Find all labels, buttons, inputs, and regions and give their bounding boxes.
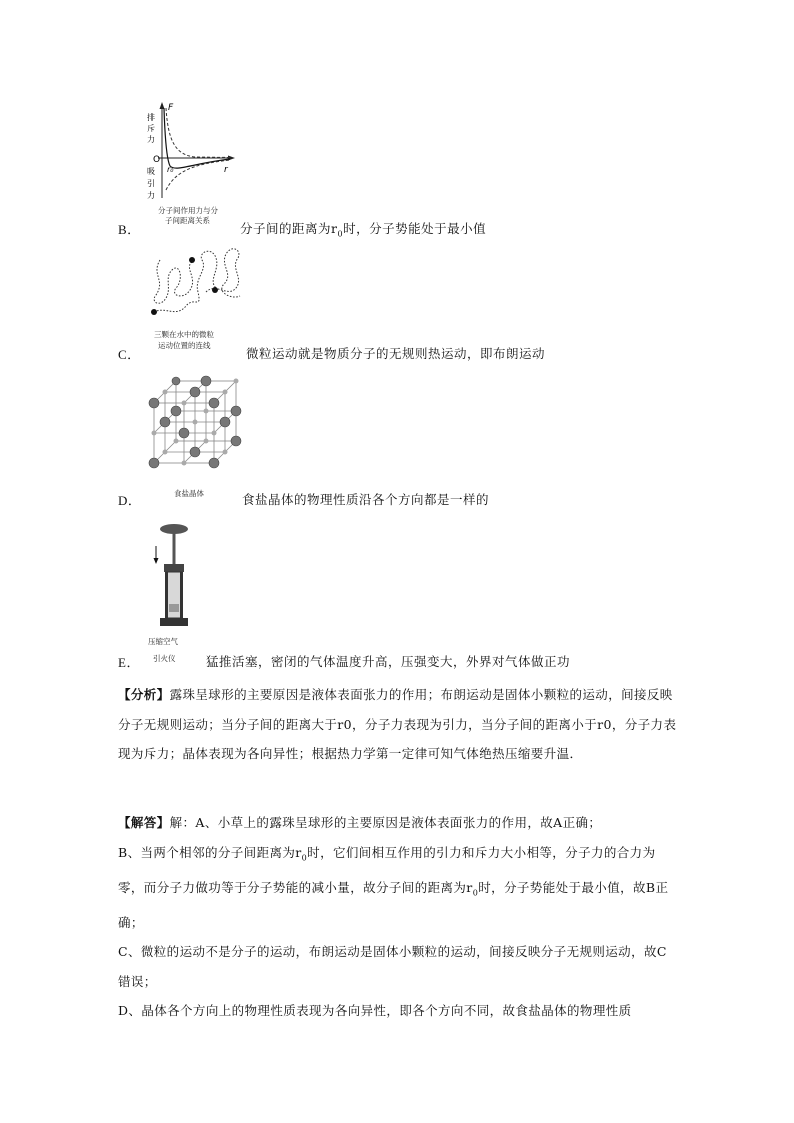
solution-a: 解：A、小草上的露珠呈球形的主要原因是液体表面张力的作用，故A正确； [169,815,602,830]
figure-e-caption-1: 压缩空气 [148,637,178,646]
air-compression-igniter-figure [146,522,196,632]
option-d-letter: D． [118,493,142,508]
graph-label-origin: O [153,155,161,165]
option-e-text: 猛推活塞，密闭的气体温度升高，压强变大，外界对气体做正功 [206,654,571,669]
brownian-motion-figure [146,240,251,328]
graph-label-f: F [168,103,174,113]
analysis-section [118,680,678,769]
solution-d: D、晶体各个方向上的物理性质表现为各向异性，即各个方向不同，故食盐晶体的物理性质 [118,1003,632,1018]
option-b-sub: 0 [337,229,344,239]
option-d [118,490,141,509]
option-b-text [240,219,486,239]
option-b-text-before: 分子间的距离为r [240,221,338,236]
solution-b-mid: 时，它们间相互作用的引力和斥力大小相等，分子力的合力为零，而分子力做功等于分子势能的减小量，故分子间的距离为r [118,844,656,895]
solution-c: C、微粒的运动不是分子的运动，布朗运动是固体小颗粒的运动，间接反映分子无规则运动，故C错误； [118,944,667,989]
figure-b-caption-1: 分子间作用力与分 [158,206,218,215]
solution-b-before: B、当两个相邻的分子间距离为r [118,844,302,860]
solution-b-sub1: 0 [301,853,308,862]
option-d-text: 食盐晶体的物理性质沿各个方向都是一样的 [242,492,490,507]
analysis-label: 【分析】 [118,687,170,702]
option-b [118,219,141,238]
analysis-text: 露珠呈球形的主要原因是液体表面张力的作用；布朗运动是固体小颗粒的运动，间接反映分子无规则运动；当分子间的距离大于r0，分子力表现为引力，当分子间的距离小于r0，分子力表现为斥力；晶体表现为各向异性；根据热力学第一定律可知气体绝热压缩要升温． [118,687,677,761]
solution-b-after: 时，分子势能处于最小值，故B正确； [118,879,669,930]
option-e [118,652,140,671]
option-b-letter: B． [118,222,141,237]
graph-label-attractive-1: 吸 [147,167,155,176]
solution-section [118,808,678,1026]
graph-label-repulsive-1: 排 [147,113,155,122]
figure-c-caption-2: 运动位置的连线 [158,341,211,350]
figure-b-caption-2: 子间距离关系 [165,216,210,225]
graph-label-r: r [224,165,228,175]
figure-d-caption: 食盐晶体 [174,489,204,498]
solution-b-sub2: 0 [472,888,479,897]
figure-e-caption-2: 引火仪 [153,654,176,663]
option-c-letter: C． [118,347,141,362]
force-distance-graph [140,100,240,208]
option-c-text: 微粒运动就是物质分子的无规则热运动，即布朗运动 [246,346,546,361]
solution-label: 【解答】 [118,815,170,830]
salt-crystal-figure [144,373,244,470]
graph-label-attractive-2: 引 [147,179,155,188]
solution-b [118,838,678,938]
figure-c-caption-1: 三颗在水中的微粒 [154,330,214,339]
graph-label-r0: r₀ [167,165,174,174]
option-e-letter: E． [118,655,140,670]
option-b-text-after: 时，分子势能处于最小值 [343,221,487,236]
graph-label-repulsive-2: 斥 [147,124,155,133]
graph-label-repulsive-3: 力 [147,135,155,144]
option-c [118,344,141,363]
graph-label-attractive-3: 力 [147,191,155,200]
